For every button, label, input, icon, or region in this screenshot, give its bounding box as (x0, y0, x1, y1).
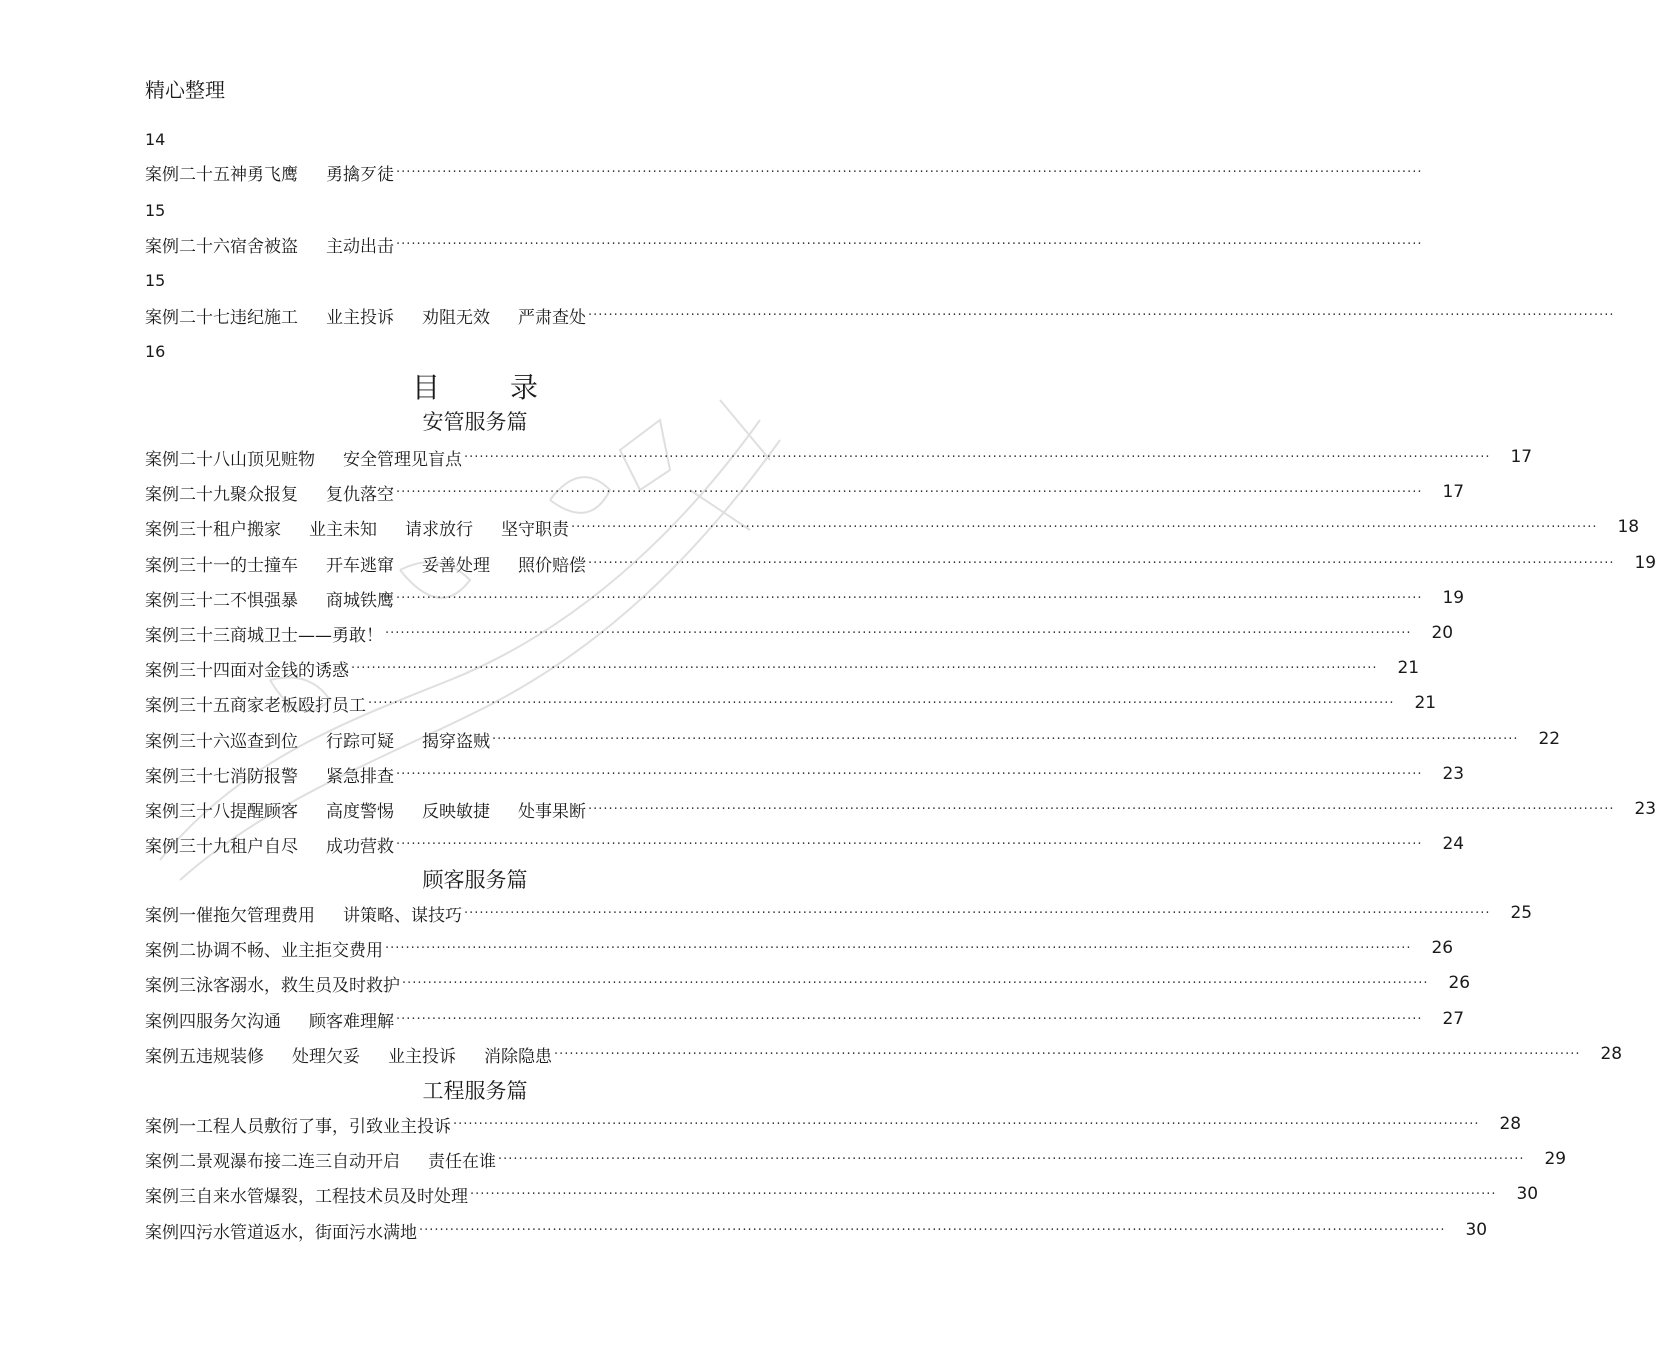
case-title-part: 妥善处理 (422, 555, 490, 576)
leader-dots: ········································································································································································································ (396, 164, 1423, 180)
toc-entry[interactable] (145, 797, 1656, 822)
case-title-part: 聚众报复 (230, 484, 298, 505)
case-title (196, 901, 462, 926)
case-number: 案例四 (145, 1011, 196, 1032)
case-title (230, 691, 366, 716)
leader-dots: ········································································································································································································ (368, 695, 1395, 711)
leader-dots: ········································································································································································································ (498, 1151, 1525, 1167)
case-title-part: 的士撞车 (230, 555, 298, 576)
leader-dots: ········································································································································································································ (385, 940, 1412, 956)
case-title-part: 消除隐患 (484, 1046, 552, 1067)
leader-dots: ········································································································································································································ (492, 731, 1519, 747)
toc-entry[interactable] (145, 1112, 1522, 1137)
case-title-part: 成功营救 (326, 836, 394, 857)
toc-entry[interactable] (145, 691, 1437, 716)
case-title-part: 服务欠沟通 (196, 1011, 281, 1032)
case-number: 案例三十三 (145, 625, 230, 646)
case-title-part: 商城卫士——勇敢！ (230, 625, 383, 646)
case-title-part: 处事果断 (518, 801, 586, 822)
case-number: 案例三十四 (145, 660, 230, 681)
case-title (196, 936, 383, 961)
case-number: 案例三十九 (145, 836, 230, 857)
case-number: 案例二十六 (145, 236, 230, 257)
page-number: 27 (1442, 1009, 1465, 1029)
case-number: 案例三十八 (145, 801, 230, 822)
leader-dots: ········································································································································································································ (385, 625, 1412, 641)
case-number: 案例五 (145, 1046, 196, 1067)
section-heading: 工程服务篇 (422, 1079, 528, 1103)
case-title-part: 复仇落空 (326, 484, 394, 505)
case-title (230, 303, 586, 328)
toc-entry[interactable] (145, 762, 1465, 787)
case-title-part: 租户自尽 (230, 836, 298, 857)
page-number: 20 (1431, 623, 1454, 643)
page-number: 29 (1544, 1149, 1567, 1169)
toc-entry[interactable] (145, 936, 1454, 961)
case-title-part: 揭穿盗贼 (422, 731, 490, 752)
toc-entry[interactable] (145, 1042, 1623, 1067)
case-number: 案例二 (145, 940, 196, 961)
toc-entry[interactable] (145, 586, 1465, 611)
case-title-part: 神勇飞鹰 (230, 164, 298, 185)
case-number: 案例二十五 (145, 164, 230, 185)
case-title-part: 不惧强暴 (230, 590, 298, 611)
case-number: 案例三十六 (145, 731, 230, 752)
leader-dots: ········································································································································································································ (396, 484, 1423, 500)
case-number: 案例三十 (145, 519, 213, 540)
page-number: 25 (1510, 903, 1533, 923)
case-title (230, 727, 490, 752)
page-number: 19 (1442, 588, 1465, 608)
case-title-part: 劝阻无效 (422, 307, 490, 328)
case-title-part: 照价赔偿 (518, 555, 586, 576)
leader-dots: ········································································································································································································ (464, 449, 1491, 465)
leader-dots: ········································································································································································································ (554, 1046, 1581, 1062)
case-number: 案例二十八 (145, 449, 230, 470)
page-number: 30 (1516, 1184, 1539, 1204)
case-title-part: 污水管道返水，街面污水满地 (196, 1222, 417, 1243)
page-number: 21 (1414, 693, 1437, 713)
page-number-line: 14 (145, 130, 166, 149)
leader-dots: ········································································································································································································ (588, 555, 1615, 571)
case-title-part: 工程人员敷衍了事，引致业主投诉 (196, 1116, 451, 1137)
toc-entry[interactable] (145, 1007, 1465, 1032)
case-number: 案例三十二 (145, 590, 230, 611)
toc-entry[interactable] (145, 445, 1533, 470)
leader-dots: ········································································································································································································ (402, 975, 1429, 991)
page-number-line: 15 (145, 201, 166, 220)
case-title-part: 业主投诉 (326, 307, 394, 328)
toc-entry[interactable] (145, 515, 1640, 540)
toc-entry[interactable] (145, 160, 1423, 185)
leader-dots: ········································································································································································································ (351, 660, 1378, 676)
case-title-part: 宿舍被盗 (230, 236, 298, 257)
case-title-part: 业主投诉 (388, 1046, 456, 1067)
case-title-part: 请求放行 (405, 519, 473, 540)
case-title-part: 景观瀑布接二连三自动开启 (196, 1151, 400, 1172)
case-title-part: 紧急排查 (326, 766, 394, 787)
section-heading: 安管服务篇 (422, 410, 528, 434)
page-number: 24 (1442, 834, 1465, 854)
case-title (230, 445, 462, 470)
case-title (230, 656, 349, 681)
page-number: 26 (1448, 973, 1471, 993)
leader-dots: ········································································································································································································ (396, 1011, 1423, 1027)
case-title-part: 催拖欠管理费用 (196, 905, 315, 926)
case-title-part: 协调不畅、业主拒交费用 (196, 940, 383, 961)
toc-entry[interactable] (145, 727, 1561, 752)
page-number: 19 (1634, 553, 1656, 573)
case-number: 案例三 (145, 975, 196, 996)
case-number: 案例二十七 (145, 307, 230, 328)
case-title (230, 762, 394, 787)
case-title-part: 行踪可疑 (326, 731, 394, 752)
case-title-part: 勇擒歹徒 (326, 164, 394, 185)
toc-entry[interactable] (145, 901, 1533, 926)
case-title-part: 严肃查处 (518, 307, 586, 328)
case-number: 案例四 (145, 1222, 196, 1243)
case-title-part: 山顶见赃物 (230, 449, 315, 470)
leader-dots: ········································································································································································································ (464, 905, 1491, 921)
page-number: 22 (1538, 729, 1561, 749)
case-number: 案例二 (145, 1151, 196, 1172)
case-title (230, 160, 394, 185)
page-number: 21 (1397, 658, 1420, 678)
case-title (196, 971, 400, 996)
case-title-part: 责任在谁 (428, 1151, 496, 1172)
page-number: 28 (1499, 1114, 1522, 1134)
leader-dots: ········································································································································································································ (396, 590, 1423, 606)
case-title (230, 621, 383, 646)
toc-entry[interactable] (145, 551, 1656, 576)
leader-dots: ········································································································································································································ (396, 236, 1423, 252)
section-heading: 顾客服务篇 (422, 868, 528, 892)
case-number: 案例一 (145, 905, 196, 926)
toc-entry[interactable] (145, 656, 1420, 681)
case-title-part: 高度警惕 (326, 801, 394, 822)
case-number: 案例三十七 (145, 766, 230, 787)
toc-entry[interactable] (145, 303, 1615, 328)
page-number: 17 (1510, 447, 1533, 467)
toc-entry[interactable] (145, 1147, 1567, 1172)
toc-entry[interactable] (145, 480, 1465, 505)
page-number-line: 15 (145, 271, 166, 290)
case-title-part: 租户搬家 (213, 519, 281, 540)
leader-dots: ········································································································································································································ (419, 1222, 1446, 1238)
page-number: 23 (1634, 799, 1656, 819)
case-title-part: 顾客难理解 (309, 1011, 394, 1032)
case-title-part: 商城铁鹰 (326, 590, 394, 611)
leader-dots: ········································································································································································································ (470, 1186, 1497, 1202)
page-number: 18 (1617, 517, 1640, 537)
case-title-part: 坚守职责 (501, 519, 569, 540)
case-title-part: 面对金钱的诱惑 (230, 660, 349, 681)
case-title-part: 讲策略、谋技巧 (343, 905, 462, 926)
case-title (196, 1182, 468, 1207)
case-title-part: 巡查到位 (230, 731, 298, 752)
case-title (230, 551, 586, 576)
case-title (230, 797, 586, 822)
leader-dots: ········································································································································································································ (396, 766, 1423, 782)
page-header: 精心整理 (145, 78, 225, 102)
page-number: 17 (1442, 482, 1465, 502)
case-title-part: 提醒顾客 (230, 801, 298, 822)
case-title (230, 232, 394, 257)
page-number: 23 (1442, 764, 1465, 784)
leader-dots: ········································································································································································································ (453, 1116, 1480, 1132)
case-title (213, 515, 569, 540)
toc-entry[interactable] (145, 832, 1465, 857)
toc-entry[interactable] (145, 971, 1471, 996)
case-title (196, 1007, 394, 1032)
case-title-part: 安全管理见盲点 (343, 449, 462, 470)
page-number-line: 16 (145, 342, 166, 361)
case-title-part: 业主未知 (309, 519, 377, 540)
leader-dots: ········································································································································································································ (571, 519, 1598, 535)
case-number: 案例三十一 (145, 555, 230, 576)
case-title-part: 违纪施工 (230, 307, 298, 328)
case-title-part: 开车逃窜 (326, 555, 394, 576)
toc-title-char-1: 目 (411, 371, 440, 404)
case-title (196, 1218, 417, 1243)
case-title-part: 消防报警 (230, 766, 298, 787)
leader-dots: ········································································································································································································ (396, 836, 1423, 852)
case-number: 案例三十五 (145, 695, 230, 716)
case-title (196, 1147, 496, 1172)
case-title-part: 自来水管爆裂，工程技术员及时处理 (196, 1186, 468, 1207)
page-number: 30 (1465, 1220, 1488, 1240)
case-title-part: 商家老板殴打员工 (230, 695, 366, 716)
toc-title-char-2: 录 (510, 371, 539, 404)
case-title-part: 违规装修 (196, 1046, 264, 1067)
case-title (230, 480, 394, 505)
leader-dots: ········································································································································································································ (588, 307, 1615, 323)
page-number: 28 (1600, 1044, 1623, 1064)
case-title-part: 泳客溺水，救生员及时救护 (196, 975, 400, 996)
leader-dots: ········································································································································································································ (588, 801, 1615, 817)
case-title (230, 832, 394, 857)
case-title (230, 586, 394, 611)
toc-entry[interactable] (145, 621, 1454, 646)
toc-entry[interactable] (145, 232, 1423, 257)
case-title-part: 反映敏捷 (422, 801, 490, 822)
case-number: 案例三 (145, 1186, 196, 1207)
page-number: 26 (1431, 938, 1454, 958)
case-title (196, 1042, 552, 1067)
case-title-part: 主动出击 (326, 236, 394, 257)
toc-entry[interactable] (145, 1182, 1539, 1207)
case-title (196, 1112, 451, 1137)
case-title-part: 处理欠妥 (292, 1046, 360, 1067)
toc-entry[interactable] (145, 1218, 1488, 1243)
case-number: 案例一 (145, 1116, 196, 1137)
case-number: 案例二十九 (145, 484, 230, 505)
